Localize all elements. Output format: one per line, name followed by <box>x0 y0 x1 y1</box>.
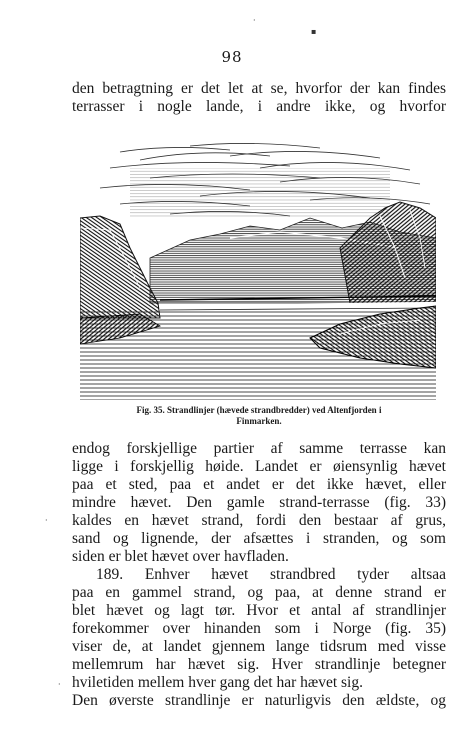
fjord-engraving-illustration <box>80 138 436 400</box>
body-line: kaldes en hævet strand, fordi den bestaar af grus, <box>72 512 446 529</box>
body-line: forekommer over hinanden som i Norge (fig. 35) <box>72 620 446 637</box>
print-speck: · <box>253 16 256 25</box>
figure-caption-line2: Finmarken. <box>236 416 282 426</box>
body-line: siden er blet hævet over havfladen. <box>72 548 289 565</box>
body-line: 189. Enhver hævet strandbred tyder altsaa <box>96 566 446 583</box>
body-line: mellemrum har hævet sig. Hver strandlinje betegner <box>72 656 446 673</box>
body-line: den betragtning er det let at se, hvorfor der kan findes <box>72 80 446 97</box>
body-line: viser de, at landet gjennem lange tidsrum med visse <box>72 638 446 655</box>
page-number: 98 <box>221 48 243 66</box>
body-line: Den øverste strandlinje er naturligvis den ældste, og <box>72 692 446 709</box>
left-cliff <box>80 216 160 318</box>
print-speck: · <box>45 516 48 525</box>
body-line: sand og lignende, der afsættes i stranden, og som <box>72 530 446 547</box>
body-line: blet hævet og lagt tør. Hvor et antal af strandlinjer <box>72 602 446 619</box>
body-line: hviletiden mellem hver gang det har hævet sig. <box>72 674 363 691</box>
body-line: paa et sted, paa et andet er det ikke hævet, eller <box>72 476 446 493</box>
body-line: terrasser i nogle lande, i andre ikke, og hvorfor <box>72 98 446 115</box>
print-speck: ▪ <box>311 27 317 36</box>
body-line: endog forskjellige partier af samme terrasse kan <box>72 440 446 457</box>
body-line: mindre hævet. Den gamle strand-terrasse (fig. 33) <box>72 494 446 511</box>
body-line: ligge i forskjellig høide. Landet er øiensynlig hævet <box>72 458 446 475</box>
print-speck: · <box>58 680 61 689</box>
body-line: paa en gammel strand, og paa, at denne strand er <box>72 584 446 601</box>
figure-caption-line1: Fig. 35. Strandlinjer (hævede strandbredder) ved Altenfjorden i <box>136 405 382 415</box>
